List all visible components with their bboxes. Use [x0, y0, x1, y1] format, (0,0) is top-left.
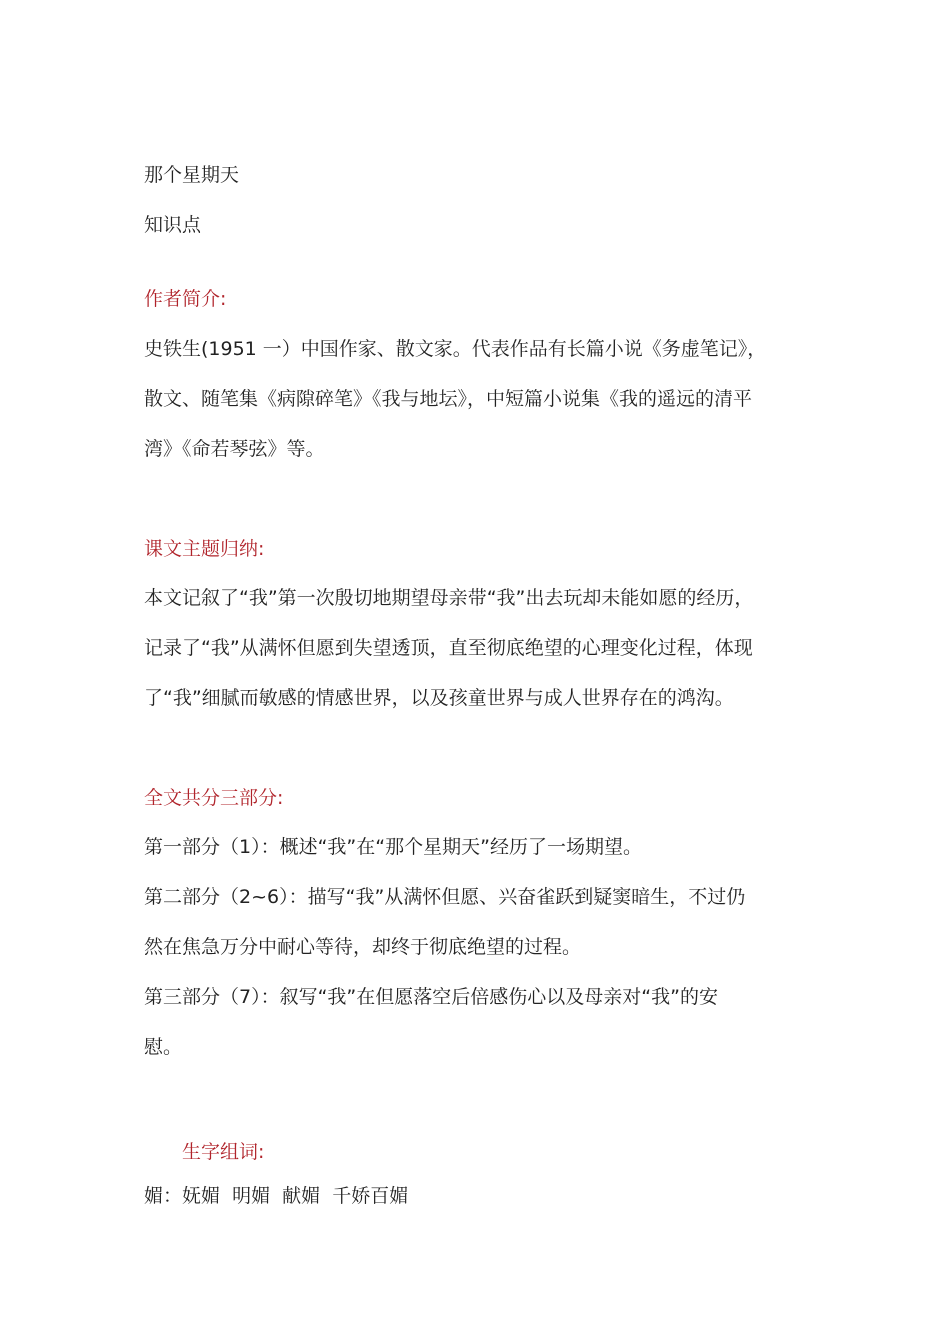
structure-line-1: 第一部分（1）：概述“我”在“那个星期天”经历了一场期望。	[144, 836, 642, 858]
theme-line-3: 了“我”细腻而敏感的情感世界，以及孩童世界与成人世界存在的鸿沟。	[144, 687, 734, 709]
author-heading: 作者简介:	[144, 288, 227, 310]
author-line-1: 史铁生(1951 一）中国作家、散文家。代表作品有长篇小说《务虚笔记》，	[144, 338, 767, 360]
vocab-line-1: 媚：妩媚 明媚 献媚 千娇百媚	[144, 1185, 409, 1207]
structure-line-5: 慰。	[144, 1036, 183, 1058]
vocab-heading: 生字组词:	[182, 1141, 265, 1163]
structure-line-2: 第二部分（2~6）：描写“我”从满怀但愿、兴奋雀跃到疑窦暗生，不过仍	[144, 886, 746, 908]
structure-line-3: 然在焦急万分中耐心等待，却终于彻底绝望的过程。	[144, 936, 582, 958]
doc-subtitle: 知识点	[144, 214, 202, 236]
author-line-3: 湾》《命若琴弦》等。	[144, 438, 325, 460]
theme-line-2: 记录了“我”从满怀但愿到失望透顶，直至彻底绝望的心理变化过程，体现	[144, 637, 753, 659]
structure-heading: 全文共分三部分:	[144, 787, 284, 809]
structure-line-4: 第三部分（7）：叙写“我”在但愿落空后倍感伤心以及母亲对“我”的安	[144, 986, 718, 1008]
theme-line-1: 本文记叙了“我”第一次殷切地期望母亲带“我”出去玩却未能如愿的经历，	[144, 587, 754, 609]
author-line-2: 散文、随笔集《病隙碎笔》《我与地坛》，中短篇小说集《我的遥远的清平	[144, 388, 753, 410]
doc-title: 那个星期天	[144, 164, 240, 186]
theme-heading: 课文主题归纳:	[144, 538, 265, 560]
